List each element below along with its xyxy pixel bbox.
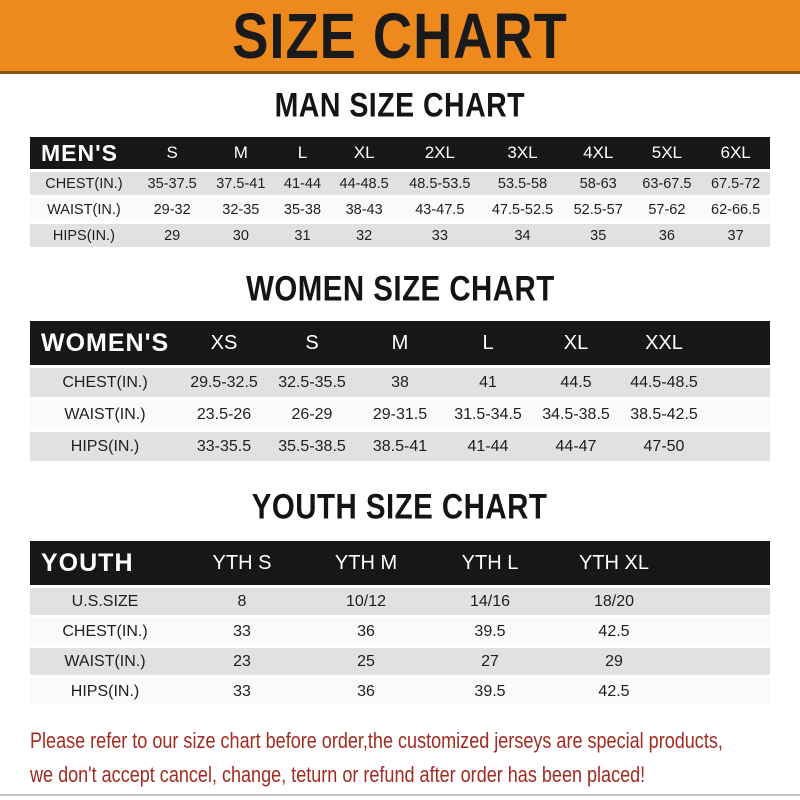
size-value-cell: 38.5-41	[356, 432, 444, 461]
measurement-row	[30, 400, 770, 429]
size-value-cell: 42.5	[552, 678, 676, 705]
size-value-cell: 34.5-38.5	[532, 400, 620, 429]
banner-title: SIZE CHART	[232, 0, 568, 72]
youth-size-section	[0, 488, 800, 708]
men-size-section	[0, 88, 800, 250]
size-value-cell: 29-32	[138, 198, 207, 221]
size-value-cell: 31.5-34.5	[444, 400, 532, 429]
footer-line-1: Please refer to our size chart before order,the customized jerseys are special products,	[30, 728, 723, 753]
size-value-cell: 41	[444, 368, 532, 397]
women-size-section	[0, 270, 800, 464]
row-label: CHEST(IN.)	[30, 172, 138, 195]
measurement-row	[30, 648, 770, 675]
size-value-cell: 44-47	[532, 432, 620, 461]
size-value-cell: 23.5-26	[180, 400, 268, 429]
row-label: HIPS(IN.)	[30, 432, 180, 461]
footer-line-2: we don't accept cancel, change, teturn or refund after order has been placed!	[30, 762, 646, 787]
row-label: CHEST(IN.)	[30, 368, 180, 397]
size-value-cell: 8	[180, 588, 304, 615]
size-value-cell: 47.5-52.5	[481, 198, 564, 221]
measurement-row	[30, 432, 770, 461]
size-column-header: 3XL	[481, 137, 564, 169]
size-column-header: XS	[180, 321, 268, 365]
size-value-cell: 33-35.5	[180, 432, 268, 461]
size-value-cell: 43-47.5	[398, 198, 481, 221]
table-header-row	[30, 137, 770, 169]
size-value-cell: 41-44	[444, 432, 532, 461]
row-filler-cell	[708, 368, 770, 397]
row-label: CHEST(IN.)	[30, 618, 180, 645]
size-value-cell: 39.5	[428, 678, 552, 705]
measurement-row	[30, 368, 770, 397]
size-value-cell: 14/16	[428, 588, 552, 615]
size-value-cell: 36	[633, 224, 702, 247]
youth-section-title-text: YOUTH SIZE CHART	[252, 486, 548, 527]
size-value-cell: 35-38	[275, 198, 330, 221]
size-column-header: XL	[330, 137, 399, 169]
size-value-cell: 36	[304, 678, 428, 705]
row-label: U.S.SIZE	[30, 588, 180, 615]
header-filler-cell	[708, 321, 770, 365]
measurement-row	[30, 224, 770, 247]
size-value-cell: 29.5-32.5	[180, 368, 268, 397]
size-value-cell: 57-62	[633, 198, 702, 221]
size-value-cell: 29	[138, 224, 207, 247]
size-value-cell: 47-50	[620, 432, 708, 461]
size-column-header: 2XL	[398, 137, 481, 169]
measurement-row	[30, 588, 770, 615]
size-value-cell: 32-35	[206, 198, 275, 221]
size-value-cell: 48.5-53.5	[398, 172, 481, 195]
size-value-cell: 32.5-35.5	[268, 368, 356, 397]
size-column-header: YTH M	[304, 541, 428, 585]
size-value-cell: 38-43	[330, 198, 399, 221]
size-column-header: 4XL	[564, 137, 633, 169]
size-column-header: 5XL	[633, 137, 702, 169]
youth-section-title	[0, 488, 800, 526]
size-column-header: L	[275, 137, 330, 169]
size-value-cell: 44.5	[532, 368, 620, 397]
size-column-header: YTH S	[180, 541, 304, 585]
size-column-header: M	[206, 137, 275, 169]
size-column-header: YTH L	[428, 541, 552, 585]
measurement-row	[30, 678, 770, 705]
size-value-cell: 27	[428, 648, 552, 675]
size-value-cell: 32	[330, 224, 399, 247]
size-value-cell: 35	[564, 224, 633, 247]
size-value-cell: 25	[304, 648, 428, 675]
size-column-header: S	[268, 321, 356, 365]
size-value-cell: 23	[180, 648, 304, 675]
size-value-cell: 41-44	[275, 172, 330, 195]
size-column-header: 6XL	[701, 137, 770, 169]
size-value-cell: 62-66.5	[701, 198, 770, 221]
men-section-title	[0, 88, 800, 124]
row-filler-cell	[676, 588, 770, 615]
size-value-cell: 52.5-57	[564, 198, 633, 221]
size-column-header: M	[356, 321, 444, 365]
size-value-cell: 35.5-38.5	[268, 432, 356, 461]
women-section-title-text: WOMEN SIZE CHART	[245, 268, 555, 309]
size-value-cell: 36	[304, 618, 428, 645]
size-value-cell: 33	[180, 618, 304, 645]
table-corner-label: YOUTH	[30, 541, 180, 585]
measurement-row	[30, 618, 770, 645]
header-filler-cell	[676, 541, 770, 585]
youth-size-table	[30, 538, 770, 708]
size-value-cell: 33	[398, 224, 481, 247]
row-label: HIPS(IN.)	[30, 224, 138, 247]
size-value-cell: 38	[356, 368, 444, 397]
size-column-header: XXL	[620, 321, 708, 365]
row-label: HIPS(IN.)	[30, 678, 180, 705]
row-filler-cell	[708, 432, 770, 461]
size-value-cell: 37	[701, 224, 770, 247]
row-label: WAIST(IN.)	[30, 648, 180, 675]
size-value-cell: 42.5	[552, 618, 676, 645]
row-filler-cell	[708, 400, 770, 429]
size-value-cell: 35-37.5	[138, 172, 207, 195]
size-chart-banner	[0, 0, 800, 74]
row-filler-cell	[676, 678, 770, 705]
men-section-title-text: MAN SIZE CHART	[274, 86, 526, 125]
size-value-cell: 33	[180, 678, 304, 705]
size-value-cell: 39.5	[428, 618, 552, 645]
size-value-cell: 29-31.5	[356, 400, 444, 429]
size-value-cell: 38.5-42.5	[620, 400, 708, 429]
size-value-cell: 26-29	[268, 400, 356, 429]
measurement-row	[30, 198, 770, 221]
size-value-cell: 58-63	[564, 172, 633, 195]
size-value-cell: 29	[552, 648, 676, 675]
size-column-header: XL	[532, 321, 620, 365]
size-value-cell: 30	[206, 224, 275, 247]
size-value-cell: 34	[481, 224, 564, 247]
men-size-table	[30, 134, 770, 250]
size-value-cell: 18/20	[552, 588, 676, 615]
bottom-divider	[0, 794, 800, 796]
women-size-table	[30, 318, 770, 464]
table-header-row	[30, 321, 770, 365]
size-value-cell: 44.5-48.5	[620, 368, 708, 397]
footer-note	[30, 724, 800, 792]
row-filler-cell	[676, 618, 770, 645]
size-value-cell: 10/12	[304, 588, 428, 615]
size-value-cell: 63-67.5	[633, 172, 702, 195]
size-value-cell: 31	[275, 224, 330, 247]
size-value-cell: 53.5-58	[481, 172, 564, 195]
table-header-row	[30, 541, 770, 585]
size-value-cell: 44-48.5	[330, 172, 399, 195]
size-value-cell: 67.5-72	[701, 172, 770, 195]
table-corner-label: MEN'S	[30, 137, 138, 169]
women-section-title	[0, 270, 800, 308]
size-value-cell: 37.5-41	[206, 172, 275, 195]
size-column-header: L	[444, 321, 532, 365]
size-column-header: S	[138, 137, 207, 169]
row-label: WAIST(IN.)	[30, 400, 180, 429]
measurement-row	[30, 172, 770, 195]
table-corner-label: WOMEN'S	[30, 321, 180, 365]
size-column-header: YTH XL	[552, 541, 676, 585]
row-label: WAIST(IN.)	[30, 198, 138, 221]
row-filler-cell	[676, 648, 770, 675]
